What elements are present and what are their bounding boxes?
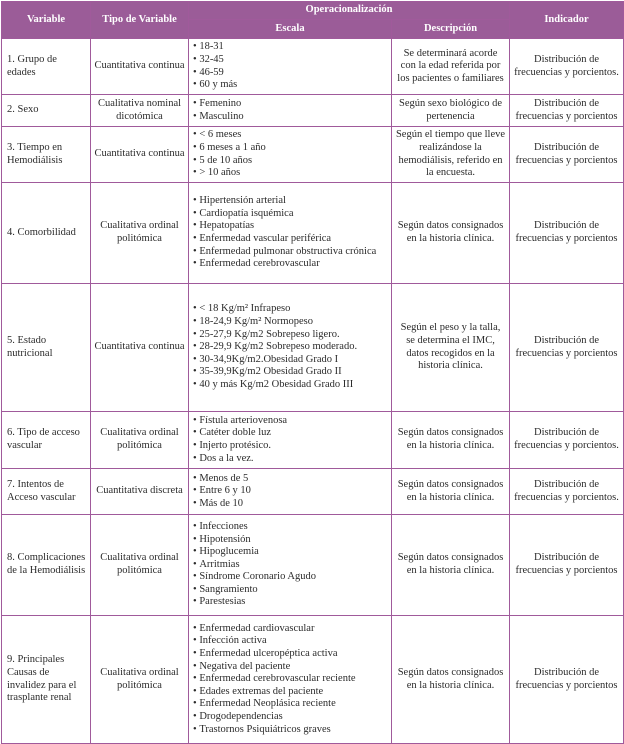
cell-escala [189,183,392,284]
cell-descripcion: Según datos consignados en la historia clínica. [392,469,510,515]
escala-item: • 32-45 [193,54,388,67]
operationalization-table [1,1,624,744]
escala-item: • Infección activa [193,635,388,648]
cell-escala [189,284,392,412]
escala-item: • 60 y más [193,79,388,92]
cell-descripcion: Según el tiempo que lleve realizándose la hemodiálisis, referido en la encuesta. [392,127,510,183]
escala-item: • 6 meses a 1 año [193,142,388,155]
cell-indicador: Distribución de frecuencias y porcientos [510,616,624,744]
escala-item: • Infecciones [193,521,388,534]
escala-item: • Dos a la vez. [193,453,388,466]
cell-escala [189,412,392,469]
cell-variable: 6. Tipo de acceso vascular [2,412,91,469]
escala-list [193,41,388,91]
escala-item: • < 6 meses [193,129,388,142]
escala-item: • Enfermedad cerebrovascular [193,258,388,271]
escala-item: • Enfermedad ulceropéptica activa [193,648,388,661]
escala-item: • 18-24,9 Kg/m² Normopeso [193,316,388,329]
escala-item: • Trastornos Psiquiátricos graves [193,724,388,737]
cell-indicador: Distribución de frecuencias y porcientos [510,183,624,284]
table-row [2,39,624,95]
cell-descripcion: Se determinará acorde con la edad referida por los pacientes o familiares [392,39,510,95]
escala-item: • Hipertensión arterial [193,195,388,208]
header-tipo: Tipo de Variable [91,2,189,39]
table-row [2,127,624,183]
cell-indicador: Distribución de frecuencias y porcientos [510,284,624,412]
table-row [2,95,624,127]
escala-item: • Enfermedad pulmonar obstructiva crónica [193,246,388,259]
escala-item: • 35-39,9Kg/m2 Obesidad Grado II [193,366,388,379]
header-descripcion: Descripción [392,20,510,39]
escala-item: • Catéter doble luz [193,427,388,440]
escala-item: • Drogodependencias [193,711,388,724]
cell-descripcion: Según el peso y la talla, se determina el IMC, datos recogidos en la historia clínica. [392,284,510,412]
table-row [2,469,624,515]
cell-indicador: Distribución de frecuencias y porcientos. [510,39,624,95]
escala-item: • Enfermedad Neoplásica reciente [193,698,388,711]
escala-item: • Menos de 5 [193,473,388,486]
escala-item: • 5 de 10 años [193,155,388,168]
escala-item: • Enfermedad cerebrovascular reciente [193,673,388,686]
header-escala: Escala [189,20,392,39]
escala-item: • Edades extremas del paciente [193,686,388,699]
escala-list [193,303,388,391]
escala-list [193,521,388,609]
cell-variable: 8. Complicaciones de la Hemodiálisis [2,515,91,616]
cell-escala [189,39,392,95]
escala-list [193,623,388,736]
cell-tipo: Cuantitativa continua [91,127,189,183]
header-operacionalizacion: Operacionalización [189,2,510,20]
cell-tipo: Cuantitativa continua [91,39,189,95]
cell-variable: 3. Tiempo en Hemodiálisis [2,127,91,183]
cell-tipo: Cuantitativa discreta [91,469,189,515]
cell-descripcion: Según datos consignados en la historia clínica. [392,412,510,469]
escala-item: • Entre 6 y 10 [193,485,388,498]
escala-item: • < 18 Kg/m² Infrapeso [193,303,388,316]
cell-descripcion: Según datos consignados en la historia clínica. [392,183,510,284]
header-indicador: Indicador [510,2,624,39]
escala-item: • Sangramiento [193,584,388,597]
cell-variable: 9. Principales Causas de invalidez para el trasplante renal [2,616,91,744]
escala-item: • 46-59 [193,67,388,80]
cell-variable: 4. Comorbilidad [2,183,91,284]
escala-item: • Fístula arteriovenosa [193,415,388,428]
escala-item: • Injerto protésico. [193,440,388,453]
escala-item: • > 10 años [193,167,388,180]
cell-escala [189,127,392,183]
escala-item: • Hipotensión [193,534,388,547]
cell-descripcion: Según datos consignados en la historia clínica. [392,616,510,744]
cell-descripcion: Según datos consignados en la historia clínica. [392,515,510,616]
escala-item: • Hipoglucemia [193,546,388,559]
escala-item: • 30-34,9Kg/m2.Obesidad Grado I [193,354,388,367]
cell-tipo: Cualitativa nominal dicotómica [91,95,189,127]
table-row [2,183,624,284]
cell-escala [189,515,392,616]
cell-escala [189,95,392,127]
cell-tipo: Cualitativa ordinal politómica [91,183,189,284]
escala-item: • Enfermedad cardiovascular [193,623,388,636]
escala-item: • Cardiopatía isquémica [193,208,388,221]
escala-item: • Masculino [193,111,388,124]
table-row [2,616,624,744]
cell-variable: 5. Estado nutricional [2,284,91,412]
cell-indicador: Distribución de frecuencias y porcientos [510,95,624,127]
cell-variable: 7. Intentos de Acceso vascular [2,469,91,515]
escala-list [193,98,388,123]
table-row [2,515,624,616]
escala-item: • Más de 10 [193,498,388,511]
cell-tipo: Cuantitativa continua [91,284,189,412]
escala-list [193,129,388,179]
cell-variable: 2. Sexo [2,95,91,127]
table-row [2,284,624,412]
cell-variable: 1. Grupo de edades [2,39,91,95]
cell-descripcion: Según sexo biológico de pertenencia [392,95,510,127]
escala-item: • 25-27,9 Kg/m2 Sobrepeso ligero. [193,329,388,342]
escala-item: • 28-29,9 Kg/m2 Sobrepeso moderado. [193,341,388,354]
cell-tipo: Cualitativa ordinal politómica [91,515,189,616]
escala-item: • Femenino [193,98,388,111]
cell-indicador: Distribución de frecuencias y porcientos [510,127,624,183]
escala-list [193,415,388,465]
escala-item: • Hepatopatías [193,220,388,233]
cell-indicador: Distribución de frecuencias y porcientos [510,515,624,616]
escala-item: • Negativa del paciente [193,661,388,674]
escala-item: • Arritmias [193,559,388,572]
cell-tipo: Cualitativa ordinal politómica [91,412,189,469]
escala-item: • 18-31 [193,41,388,54]
escala-item: • Parestesias [193,596,388,609]
header-variable: Variable [2,2,91,39]
escala-item: • Enfermedad vascular periférica [193,233,388,246]
escala-list [193,473,388,511]
escala-item: • Síndrome Coronario Agudo [193,571,388,584]
escala-list [193,195,388,271]
table-row [2,412,624,469]
escala-item: • 40 y más Kg/m2 Obesidad Grado III [193,379,388,392]
cell-escala [189,469,392,515]
cell-indicador: Distribución de frecuencias y porcientos. [510,469,624,515]
cell-indicador: Distribución de frecuencias y porcientos. [510,412,624,469]
cell-tipo: Cualitativa ordinal politómica [91,616,189,744]
cell-escala [189,616,392,744]
